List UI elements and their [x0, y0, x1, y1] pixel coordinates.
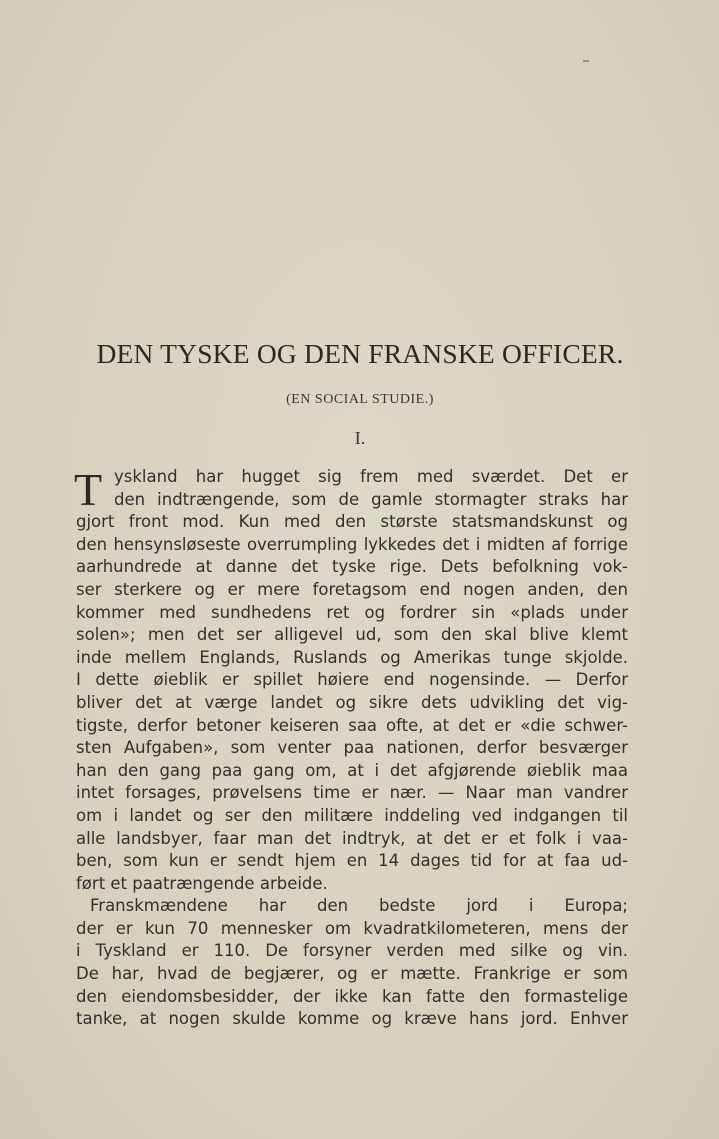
text-line: den indtrængende, som de gamle stormagter straks har — [114, 489, 628, 509]
text-line: yskland har hugget sig frem med sværdet. Det er — [114, 467, 628, 486]
text-line: kommer med sundhedens ret og fordrer sin «plads under — [76, 602, 628, 622]
text-line: han den gang paa gang om, at i det afgjørende øieblik maa — [76, 760, 628, 780]
text-line: solen»; men det ser alligevel ud, som den skal blive klemt — [76, 625, 628, 645]
text-line: Franskmændene har den bedste jord i Europa; — [90, 896, 628, 916]
text-line: tanke, at nogen skulde komme og kræve hans jord. Enhver — [76, 1009, 628, 1029]
text-line: ser sterkere og er mere foretagsom end nogen anden, den — [76, 579, 628, 599]
text-line: De har, hvad de begjærer, og er mætte. Frankrige er som — [76, 964, 628, 984]
text-line: om i landet og ser den militære inddeling ved indgangen til — [76, 805, 628, 825]
text-line: gjort front mod. Kun med den største statsmandskunst og — [76, 512, 628, 532]
text-line: alle landsbyer, faar man det indtryk, at det er et folk i vaa- — [76, 828, 628, 848]
text-line: den eiendomsbesidder, der ikke kan fatte den formastelige — [76, 986, 628, 1006]
drop-cap: T — [74, 464, 103, 515]
ink-mark — [583, 60, 589, 62]
text-line: der er kun 70 mennesker om kvadratkilometeren, mens der — [76, 918, 628, 938]
text-line: ben, som kun er sendt hjem en 14 dages tid for at faa ud- — [76, 851, 628, 871]
text-line: sten Aufgaben», som venter paa nationen, derfor besværger — [76, 738, 628, 758]
text-line: tigste, derfor betoner keiseren saa ofte, at det er «die schwer- — [76, 715, 628, 735]
text-line: ført et paatrængende arbeide. — [76, 873, 328, 893]
text-line: bliver det at værge landet og sikre dets udvikling det vig- — [76, 692, 628, 712]
text-line: inde mellem Englands, Ruslands og Amerikas tunge skjolde. — [76, 647, 628, 667]
article-body — [76, 466, 628, 1031]
text-line: I dette øieblik er spillet høiere end nogensinde. — Derfor — [76, 670, 628, 690]
text-line: den hensynsløseste overrumpling lykkedes det i midten af forrige — [76, 534, 628, 554]
text-line: intet forsages, prøvelsens time er nær. — Naar man vandrer — [76, 783, 628, 803]
text-line: aarhundrede at danne det tyske rige. Dets befolkning vok- — [76, 557, 628, 577]
article-title: DEN TYSKE OG DEN FRANSKE OFFICER. — [96, 338, 624, 369]
article-subtitle: (EN SOCIAL STUDIE.) — [286, 392, 434, 407]
section-number: I. — [354, 428, 366, 448]
text-line: i Tyskland er 110. De forsyner verden med silke og vin. — [76, 941, 628, 961]
